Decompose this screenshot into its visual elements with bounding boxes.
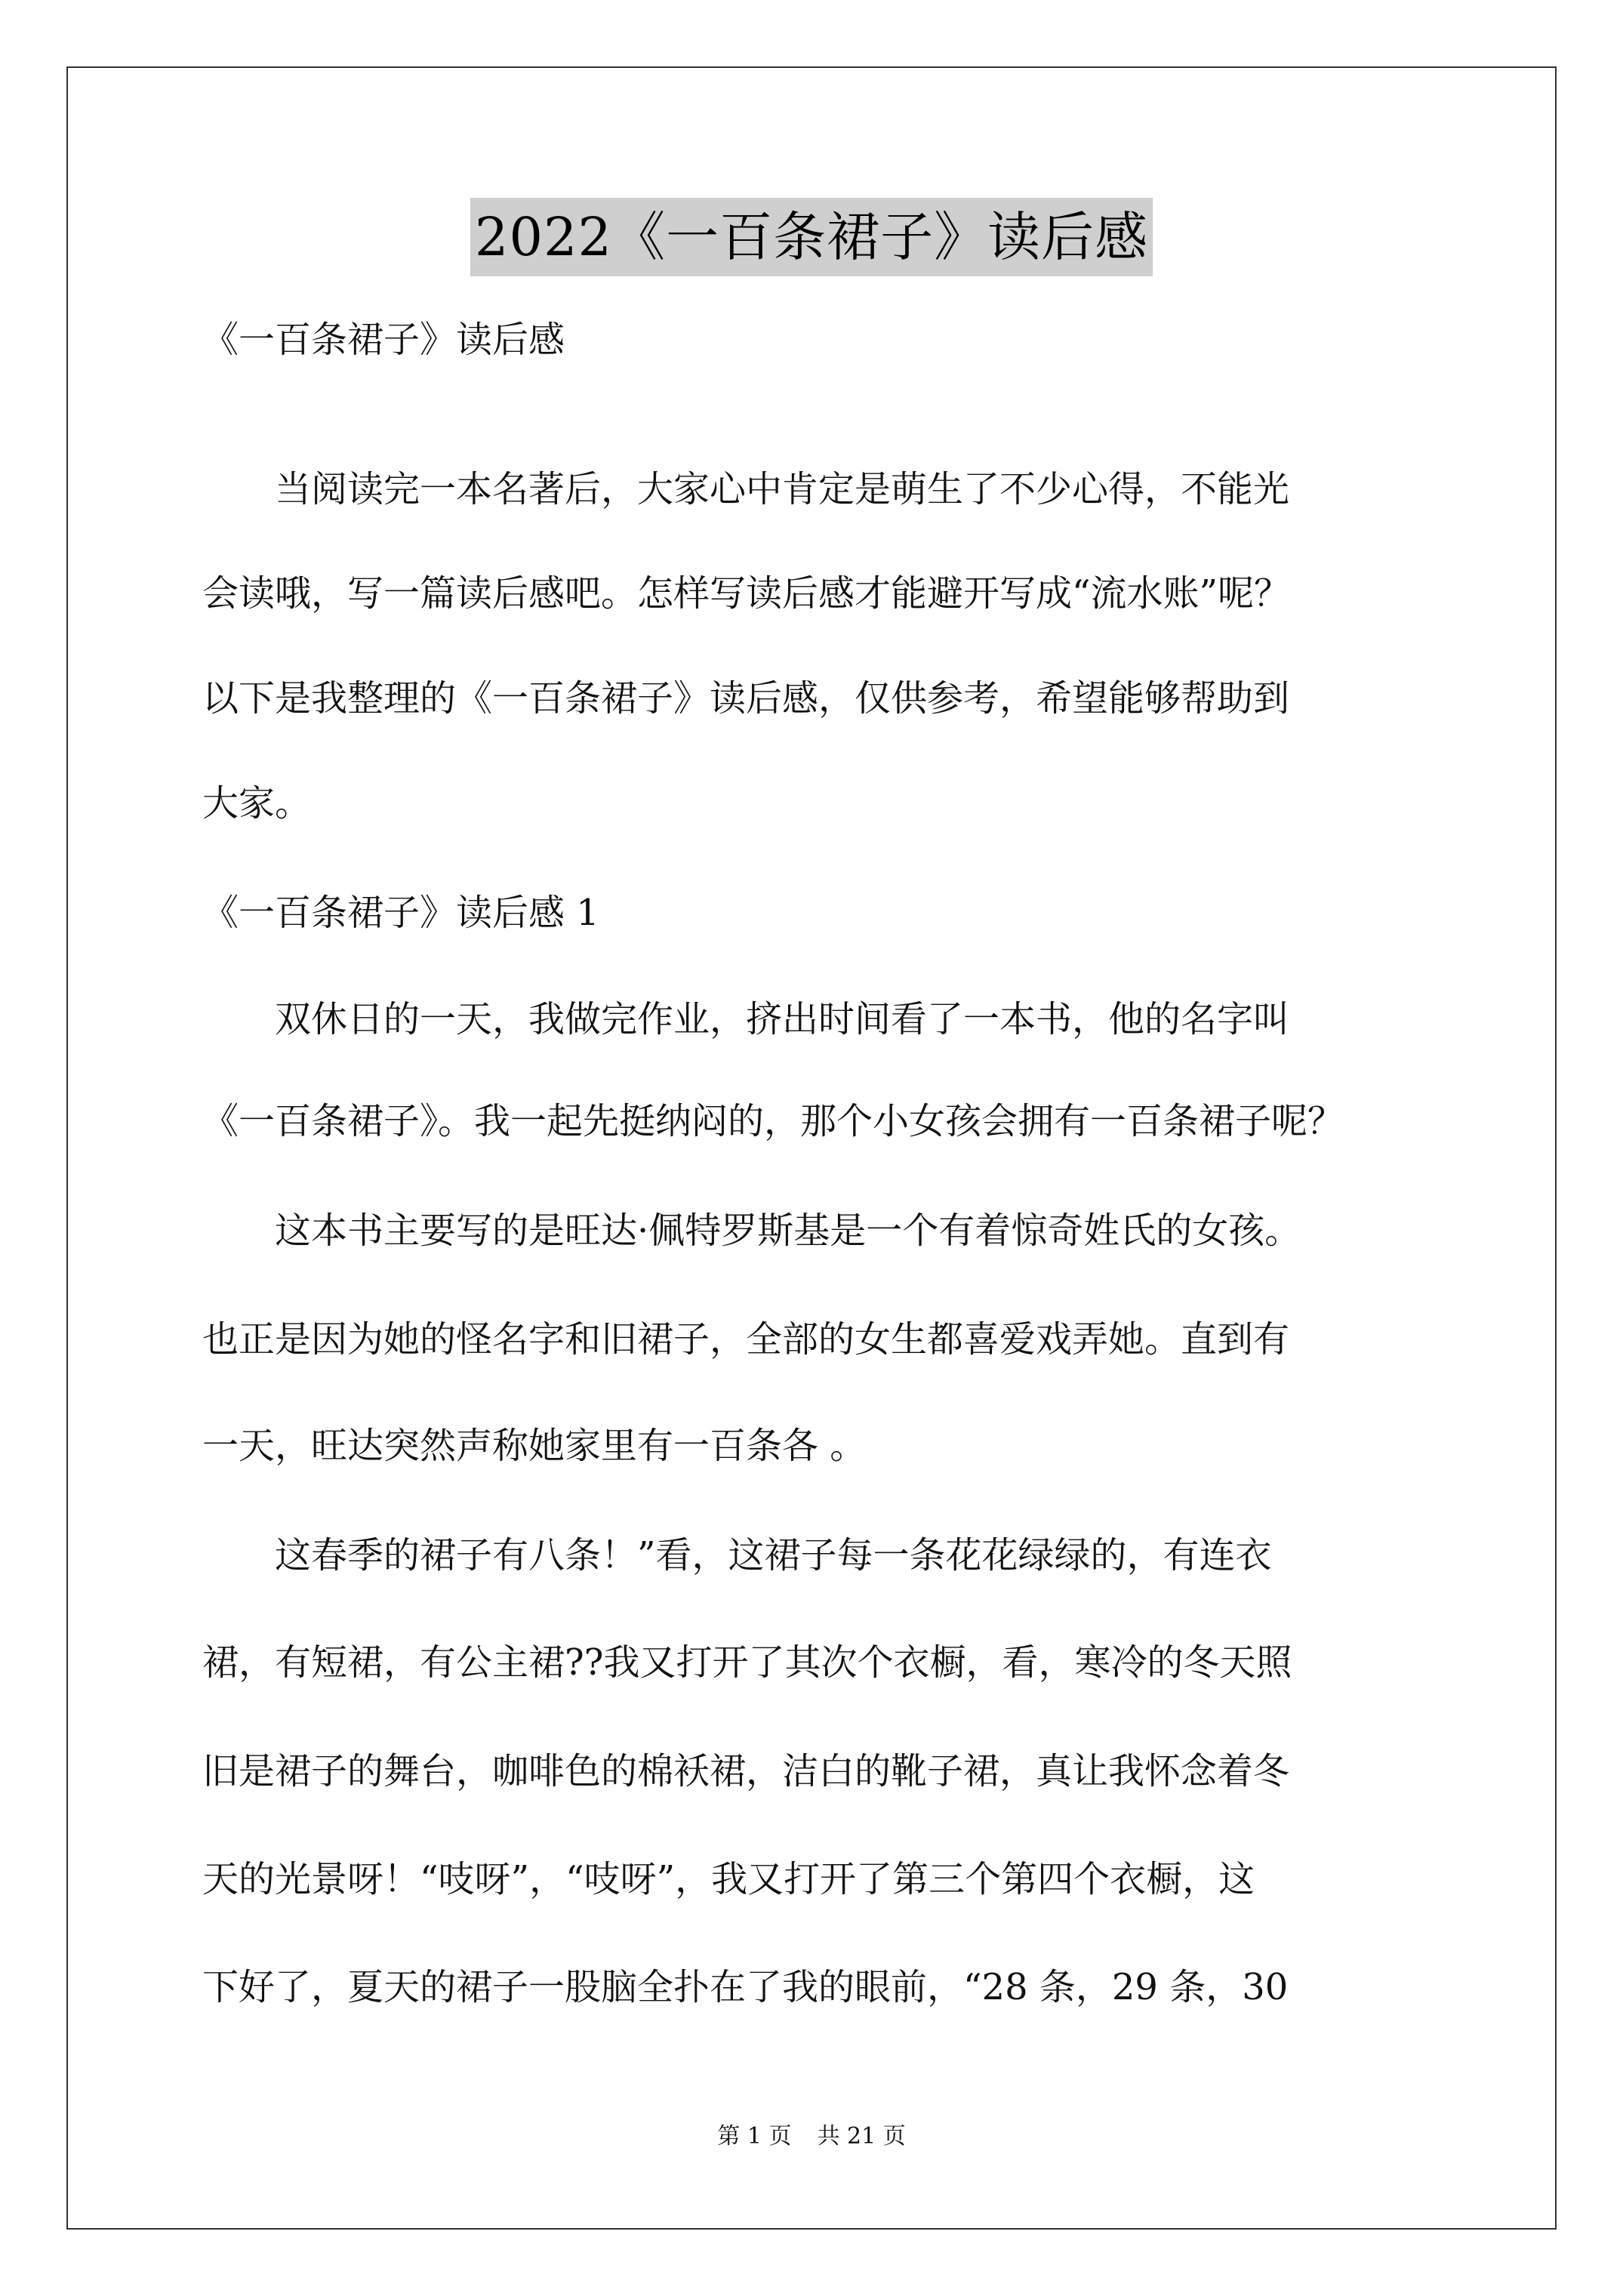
section-heading-line: 《一百条裙子》读后感 1 bbox=[202, 892, 599, 934]
paragraph-line: 《一百条裙子》。我一起先挺纳闷的，那个小女孩会拥有一百条裙子呢？ bbox=[202, 1100, 1344, 1142]
page-total: 共 21 页 bbox=[817, 2123, 906, 2150]
title-container bbox=[0, 198, 1623, 276]
paragraph-line: 也正是因为她的怪名字和旧裙子，全部的女生都喜爱戏弄她。直到有 bbox=[202, 1318, 1290, 1361]
page-footer bbox=[0, 2122, 1623, 2152]
page-border bbox=[66, 66, 1557, 2230]
paragraph-line: 一天，旺达突然声称她家里有一百条各 。 bbox=[202, 1425, 867, 1467]
page-number: 第 1 页 bbox=[717, 2123, 792, 2150]
document-title: 2022《一百条裙子》读后感 bbox=[470, 198, 1153, 276]
paragraph-line: 以下是我整理的《一百条裙子》读后感，仅供参考，希望能够帮助到 bbox=[202, 677, 1290, 720]
heading-line: 《一百条裙子》读后感 bbox=[202, 319, 565, 361]
paragraph-line: 大家。 bbox=[202, 782, 312, 824]
paragraph-line: 这本书主要写的是旺达·佩特罗斯基是一个有着惊奇姓氏的女孩。 bbox=[202, 1210, 1301, 1252]
paragraph-line: 天的光景呀！“吱呀”，“吱呀”，我又打开了第三个第四个衣橱，这 bbox=[202, 1858, 1255, 1900]
paragraph-line: 会读哦，写一篇读后感吧。怎样写读后感才能避开写成“流水账”呢？ bbox=[202, 572, 1291, 615]
paragraph-line: 双休日的一天，我做完作业，挤出时间看了一本书，他的名字叫 bbox=[202, 998, 1290, 1040]
paragraph-line: 旧是裙子的舞台，咖啡色的棉袄裙，洁白的靴子裙，真让我怀念着冬 bbox=[202, 1750, 1290, 1792]
paragraph-line: 当阅读完一本名著后，大家心中肯定是萌生了不少心得，不能光 bbox=[202, 468, 1290, 510]
paragraph-line: 下好了，夏天的裙子一股脑全扑在了我的眼前，“28 条，29 条，30 bbox=[202, 1966, 1289, 2008]
paragraph-line: 这春季的裙子有八条！”看，这裙子每一条花花绿绿的，有连衣 bbox=[202, 1534, 1272, 1576]
paragraph-line: 裙，有短裙，有公主裙??我又打开了其次个衣橱，看，寒冷的冬天照 bbox=[202, 1641, 1292, 1684]
